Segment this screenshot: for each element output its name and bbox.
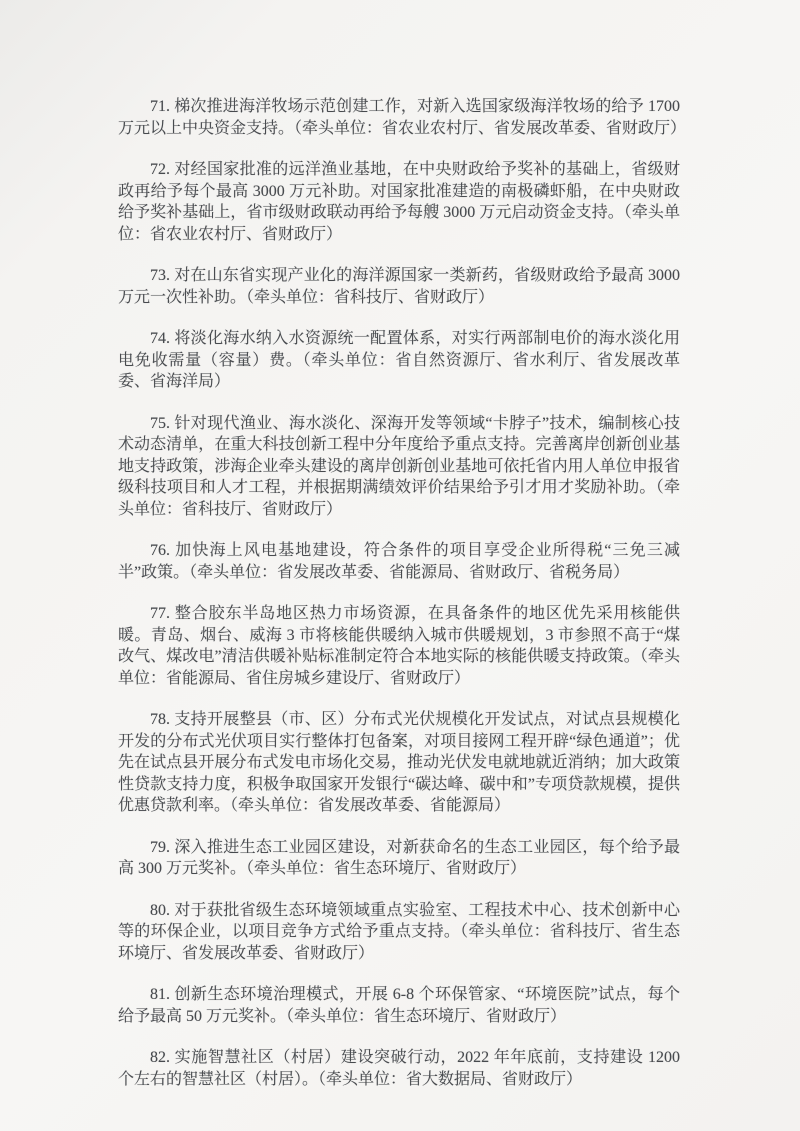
policy-item-78: 78. 支持开展整县（市、区）分布式光伏规模化开发试点，对试点县规模化开发的分布式光伏项目实行整体打包备案，对项目接网工程开辟“绿色通道”；优先在试点县开展分布式发电市场化交易，推动光伏发电就地就近消纳；加大政策性贷款支持力度，积极争取国家开发银行“碳达峰、碳中和”专项贷款规模，提供优惠贷款利率。（牵头单位：省发展改革委、省能源局） (118, 711, 680, 814)
policy-item-75: 75. 针对现代渔业、海水淡化、深海开发等领域“卡脖子”技术，编制核心技术动态清单，在重大科技创新工程中分年度给予重点支持。完善离岸创新创业基地支持政策，涉海企业牵头建设的离岸创新创业基地可依托省内用人单位申报省级科技项目和人才工程，并根据期满绩效评价结果给予引才用才奖励补助。（牵头单位：省科技厅、省财政厅） (118, 414, 680, 518)
policy-item-71: 71. 梯次推进海洋牧场示范创建工作，对新入选国家级海洋牧场的给予 1700 万元以上中央资金支持。（牵头单位：省农业农村厅、省发展改革委、省财政厅） (118, 98, 687, 137)
policy-item-82: 82. 实施智慧社区（村居）建设突破行动，2022 年年底前，支持建设 1200 个左右的智慧社区（村居）。（牵头单位：省大数据局、省财政厅） (118, 1049, 680, 1088)
policy-item-76: 76. 加快海上风电基地建设，符合条件的项目享受企业所得税“三免三减半”政策。（牵头单位：省发展改革委、省能源局、省财政厅、省税务局） (118, 542, 680, 581)
policy-item-79: 79. 深入推进生态工业园区建设，对新获命名的生态工业园区，每个给予最高 300 万元奖补。（牵头单位：省生态环境厅、省财政厅） (118, 838, 680, 877)
policy-item-80: 80. 对于获批省级生态环境领域重点实验室、工程技术中心、技术创新中心等的环保企业，以项目竞争方式给予重点支持。（牵头单位：省科技厅、省生态环境厅、省发展改革委、省财政厅） (118, 901, 680, 962)
policy-item-81: 81. 创新生态环境治理模式，开展 6-8 个环保管家、“环境医院”试点，每个给予最高 50 万元奖补。（牵头单位：省生态环境厅、省财政厅） (118, 986, 680, 1025)
policy-item-74: 74. 将淡化海水纳入水资源统一配置体系，对实行两部制电价的海水淡化用电免收需量（容量）费。（牵头单位：省自然资源厅、省水利厅、省发展改革委、省海洋局） (118, 330, 680, 390)
policy-item-73: 73. 对在山东省实现产业化的海洋源国家一类新药，省级财政给予最高 3000 万元一次性补助。（牵头单位：省科技厅、省财政厅） (118, 267, 680, 306)
policy-item-77: 77. 整合胶东半岛地区热力市场资源，在具备条件的地区优先采用核能供暖。青岛、烟台、威海 3 市将核能供暖纳入城市供暖规划，3 市参照不高于“煤改气、煤改电”清洁供暖补贴标准制定符合本地实际的核能供暖支持政策。（牵头单位：省能源局、省住房城乡建设厅、省财政厅） (118, 605, 680, 687)
policy-item-72: 72. 对经国家批准的远洋渔业基地，在中央财政给予奖补的基础上，省级财政再给予每个最高 3000 万元补助。对国家批准建造的南极磷虾船，在中央财政给予奖补基础上，省市级财政联动再给予每艘 3000 万元启动资金支持。（牵头单位：省农业农村厅、省财政厅） (118, 161, 680, 243)
